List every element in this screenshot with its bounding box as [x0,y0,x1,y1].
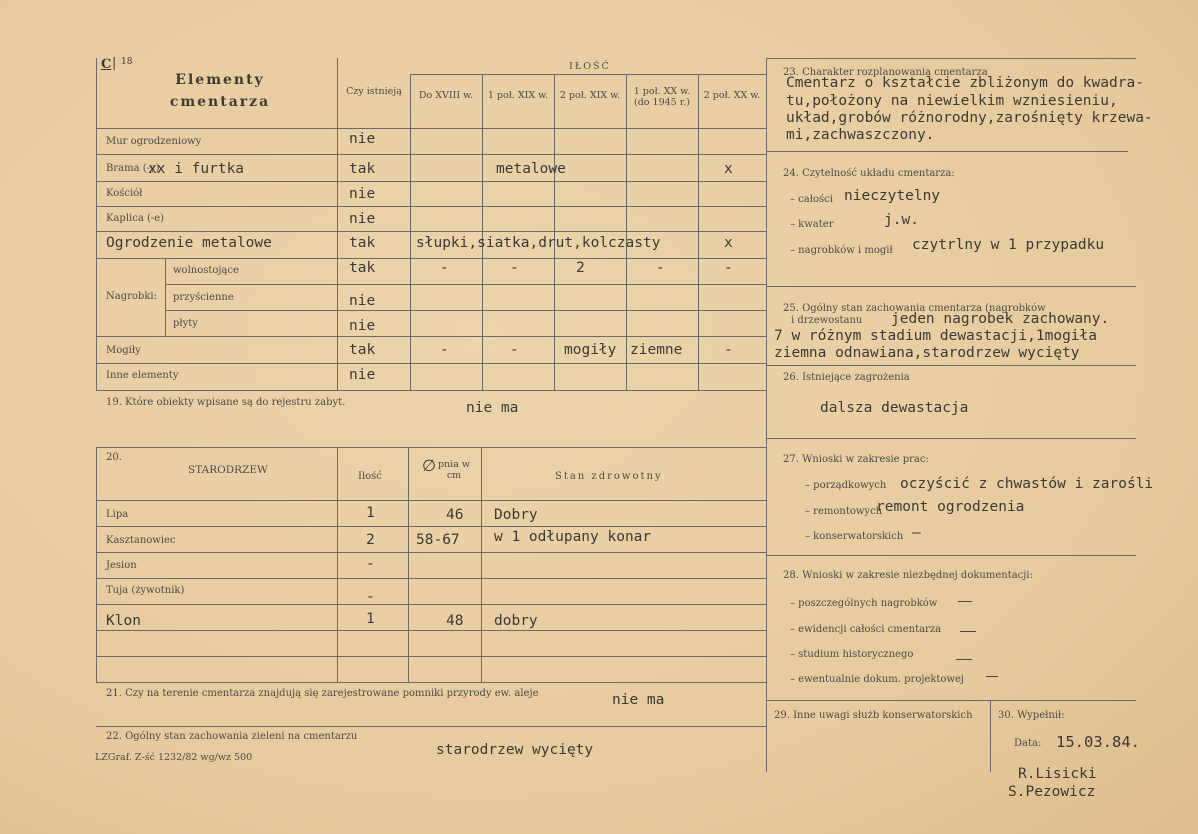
period-header-5: 2 poł. XX w. [703,90,761,101]
q27-item-2-label: – remontowych [805,506,883,517]
period-header-3: 2 poł. XIX w. [559,90,621,101]
q21-value: nie ma [612,692,665,708]
tree-count-2: 2 [366,532,375,548]
element-label-other: Inne elementy [106,370,179,381]
printer-imprint: LZGraf. Z-ść 1232/82 wg/wz 500 [95,752,253,763]
element-label-chapel: Kaplica (-e) [106,213,165,224]
q21-label: 21. Czy na terenie cmentarza znajdują się zarejestrowane pomniki przyrody ew. aleje [106,688,539,699]
tree-count-1: 1 [366,505,375,521]
q26-value: dalsza dewastacja [820,400,969,416]
form-code-letter: C [101,57,112,72]
q24-item-2-value: j.w. [884,212,919,228]
q27-item-1-value: oczyścić z chwastów i zarośli [900,476,1154,492]
q22-label: 22. Ogólny stan zachowania zieleni na cmentarzu [106,731,358,742]
q23-line-1: Cmentarz o kształcie zbliżonym do kwadra- [786,75,1144,91]
element-fence-details: słupki,siatka,drut,kolczasty [416,235,661,251]
q27-item-3-label: – konserwatorskich [805,531,904,542]
q22-value: starodrzew wycięty [436,742,594,758]
q27-label: 27. Wnioski w zakresie prac: [783,454,929,465]
element-sub-slabs: płyty [173,318,198,329]
trees-header-health: Stan zdrowotny [555,471,663,482]
period-header-1: Do XVIII w. [418,90,474,101]
diameter-icon: ∅ [422,456,436,475]
tree-name-5: Klon [106,613,141,629]
col-header-exists: Czy istnieją [346,86,402,97]
trees-header-diam: pnia w cm [437,459,471,481]
q23-line-3: układ,grobów różnorodny,zarośnięty krzewa- [786,110,1153,126]
q23-line-2: tu,położony na niewielkim wzniesieniu, [786,93,1118,109]
q30-date-value: 15.03.84. [1056,733,1140,751]
tree-count-3: - [366,556,375,572]
q29-label: 29. Inne uwagi służb konserwatorskich [774,710,973,721]
freestanding-val-3: 2 [576,260,585,276]
filled-by-name-2: S.Pezowicz [1008,784,1096,800]
tree-name-3: Jesion [106,560,137,571]
element-gate-typed: xx i furtka [148,161,245,177]
element-exists-slabs: nie [349,318,376,334]
element-fence-mark: x [724,235,733,251]
graves-val-3: mogiły [564,342,617,358]
q26-label: 26. Istniejące zagrożenia [783,372,910,383]
q19-value: nie ma [466,400,519,416]
q25-label-1: 25. Ogólny stan zachowania cmentarza (nagrobków [783,303,1046,314]
graves-val-2: - [510,342,519,358]
q23-line-4: mi,zachwaszczony. [786,127,935,143]
form-code-number: 18 [121,57,133,67]
q30-date-label: Data: [1014,738,1042,749]
graves-val-1: - [440,342,449,358]
graves-val-5: - [724,342,733,358]
tree-diam-2: 58-67 [416,532,460,548]
q24-item-1-label: – całości [790,194,833,205]
filled-by-name-1: R.Lisicki [1018,766,1097,782]
code-divider: | [112,56,117,71]
tree-diam-5: 48 [446,613,464,629]
q28-item-2-dash [960,631,976,632]
freestanding-val-5: - [724,260,733,276]
q25-line-2: 7 w różnym stadium dewastacji,1mogiła [774,328,1098,344]
element-exists-wall-mounted: nie [349,293,376,309]
tree-name-1: Lipa [106,509,129,520]
q28-label: 28. Wnioski w zakresie niezbędnej dokumentacji: [783,570,1033,581]
trees-header-name: STARODRZEW [188,464,268,476]
element-label-wall: Mur ogrodzeniowy [106,136,202,147]
q25-label-2: i drzewostanu [791,315,863,326]
q28-item-3: – studium historycznego [790,649,914,660]
freestanding-val-1: - [440,260,449,276]
q27-item-3-value: – [912,525,921,541]
element-exists-wall: nie [349,131,376,147]
q23-label: 23. Charakter rozplanowania cmentarza [783,67,988,78]
col-header-ilosc: IŁOŚĆ [569,61,611,72]
tree-count-4: - [366,589,375,605]
period-header-4: 1 poł. XX w. (do 1945 r.) [633,86,691,108]
tree-health-5: dobry [494,613,538,629]
q25-line-1: jeden nagrobek zachowany. [891,311,1110,327]
q27-item-1-label: – porządkowych [805,480,887,491]
element-exists-gate: tak [349,161,376,177]
period-header-2: 1 poł. XIX w. [487,90,549,101]
q19-label: 19. Które obiekty wpisane są do rejestru zabyt. [106,397,346,408]
element-label-graves: Mogiły [106,345,141,356]
tree-health-1: Dobry [494,507,538,523]
q24-item-2-label: – kwater [790,219,834,230]
q28-item-1: – poszczególnych nagrobków [790,598,938,609]
element-exists-freestanding: tak [349,260,376,276]
element-exists-other: nie [349,367,376,383]
tree-name-2: Kasztanowiec [106,535,176,546]
trees-num: 20. [106,452,122,463]
q28-item-2: – ewidencji całości cmentarza [790,624,942,635]
q24-item-3-value: czytrlny w 1 przypadku [912,237,1105,253]
tree-diam-1: 46 [446,507,464,523]
elements-title-2: cmentarza [169,94,271,110]
element-exists-church: nie [349,186,376,202]
tree-name-4: Tuja (żywotnik) [106,585,185,596]
q28-item-4-dash [986,676,998,677]
q28-item-1-dash [958,601,972,602]
freestanding-val-4: - [656,260,665,276]
element-gate-details: metalowe [496,161,566,177]
element-sub-wall-mounted: przyścienne [173,292,234,303]
element-exists-fence: tak [349,235,376,251]
element-exists-graves: tak [349,342,376,358]
q24-label: 24. Czytelność układu cmentarza: [783,168,955,179]
q30-label: 30. Wypełnił: [998,710,1065,721]
q24-item-1-value: nieczytelny [844,188,941,204]
tree-health-2: w 1 odłupany konar [494,529,652,545]
tree-count-5: 1 [366,611,375,627]
graves-val-4: ziemne [630,342,683,358]
element-gate-mark: x [724,161,733,177]
element-label-fence: Ogrodzenie metalowe [106,235,272,251]
element-label-tombstones: Nagrobki: [106,291,157,302]
elements-title-1: Elementy [175,72,265,88]
q28-item-4: – ewentualnie dokum. projektowej [790,674,965,685]
q28-item-3-dash [956,659,972,660]
q24-item-3-label: – nagrobków i mogił [790,245,893,256]
trees-header-count: Ilość [358,471,382,482]
element-label-church: Kościół [106,188,143,199]
element-exists-chapel: nie [349,211,376,227]
q27-item-2-value: remont ogrodzenia [876,499,1025,515]
element-label-gate: Brama (-y) [106,163,160,174]
q25-line-3: ziemna odnawiana,starodrzew wycięty [774,345,1080,361]
freestanding-val-2: - [510,260,519,276]
element-sub-freestanding: wolnostojące [173,265,239,276]
